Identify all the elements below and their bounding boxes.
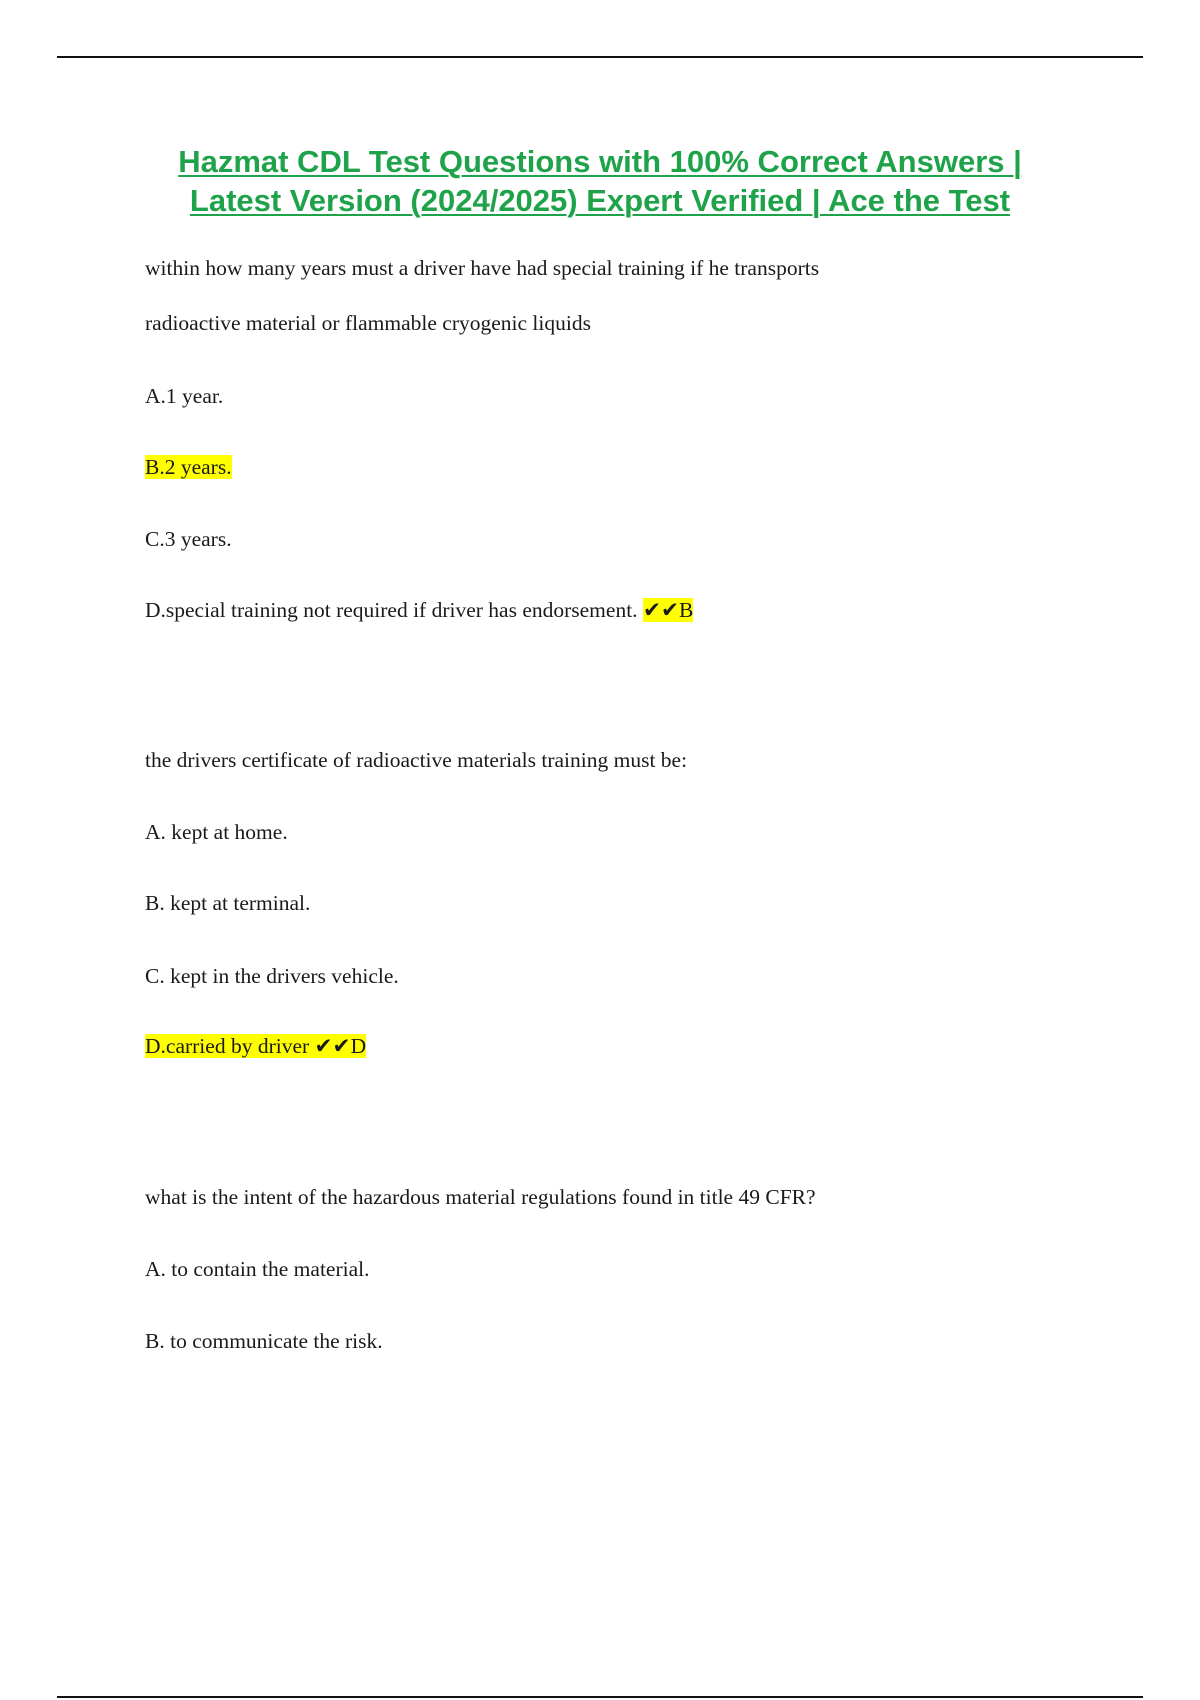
question-1-option-b <box>145 453 232 481</box>
question-1-option-a: A.1 year. <box>145 384 224 408</box>
question-1-option-c: C.3 years. <box>145 527 232 551</box>
question-2-option-b: B. kept at terminal. <box>145 891 311 915</box>
question-1-text-line-1: within how many years must a driver have had special training if he transports <box>145 256 820 280</box>
question-1-text-line-2: radioactive material or flammable cryogenic liquids <box>145 311 591 335</box>
question-2-option-c: C. kept in the drivers vehicle. <box>145 964 399 988</box>
answer-mark: ✔✔B <box>642 598 694 622</box>
question-2-option-d-text: D.carried by driver <box>145 1034 310 1058</box>
title-line-1: Hazmat CDL Test Questions with 100% Correct Answers | <box>178 144 1022 179</box>
document-title <box>100 142 1100 220</box>
answer-mark: ✔✔D <box>314 1034 367 1058</box>
question-3-text: what is the intent of the hazardous material regulations found in title 49 CFR? <box>145 1185 816 1209</box>
question-1-option-d <box>145 596 693 624</box>
question-3-option-a: A. to contain the material. <box>145 1257 370 1281</box>
title-line-2: Latest Version (2024/2025) Expert Verified | Ace the Test <box>189 183 1011 218</box>
correct-answer-highlight <box>145 1034 366 1058</box>
question-2-option-a: A. kept at home. <box>145 820 288 844</box>
top-rule <box>57 56 1143 58</box>
bottom-rule <box>57 1696 1143 1698</box>
question-1-option-d-text: D.special training not required if driver has endorsement. <box>145 598 638 622</box>
question-2-text: the drivers certificate of radioactive materials training must be: <box>145 748 688 772</box>
question-2-option-d <box>145 1032 366 1060</box>
question-3-option-b: B. to communicate the risk. <box>145 1329 383 1353</box>
correct-answer-highlight: B.2 years. <box>145 455 232 479</box>
